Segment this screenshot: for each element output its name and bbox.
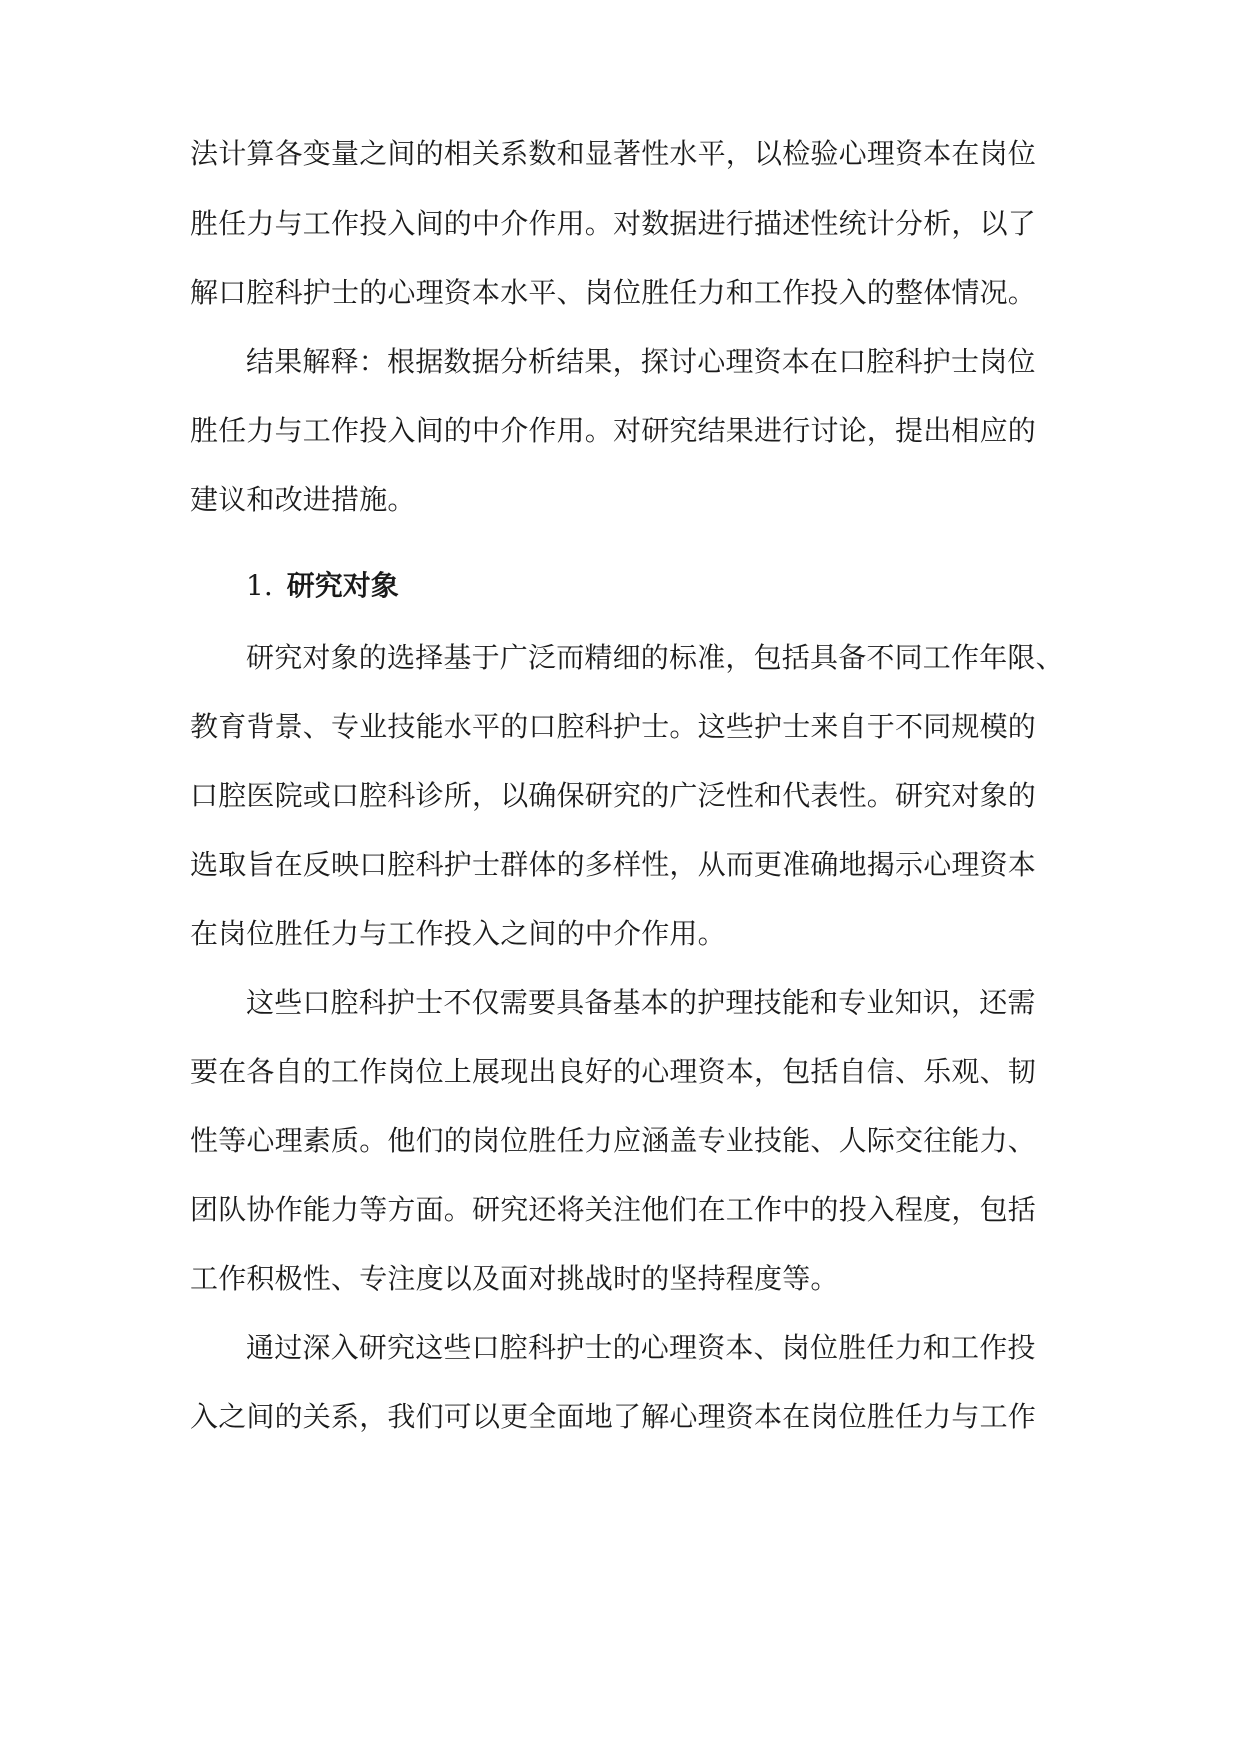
section-title: 研究对象 <box>286 569 399 602</box>
paragraph-line: 法计算各变量之间的相关系数和显著性水平，以检验心理资本在岗位 <box>190 137 1037 170</box>
paragraph-line: 要在各自的工作岗位上展现出良好的心理资本，包括自信、乐观、韧 <box>190 1055 1037 1088</box>
paragraph-line: 这些口腔科护士不仅需要具备基本的护理技能和专业知识，还需 <box>246 986 1036 1019</box>
paragraph-line: 入之间的关系，我们可以更全面地了解心理资本在岗位胜任力与工作 <box>190 1400 1037 1433</box>
paragraph-line: 通过深入研究这些口腔科护士的心理资本、岗位胜任力和工作投 <box>246 1331 1036 1364</box>
paragraph-line: 教育背景、专业技能水平的口腔科护士。这些护士来自于不同规模的 <box>190 710 1037 743</box>
paragraph-line: 建议和改进措施。 <box>190 483 416 516</box>
paragraph-line: 口腔医院或口腔科诊所，以确保研究的广泛性和代表性。研究对象的 <box>190 779 1037 812</box>
paragraph-line: 解口腔科护士的心理资本水平、岗位胜任力和工作投入的整体情况。 <box>190 276 1037 309</box>
section-number: 1. <box>246 569 273 602</box>
paragraph-line: 结果解释：根据数据分析结果，探讨心理资本在口腔科护士岗位 <box>246 345 1036 378</box>
section-heading <box>246 566 399 606</box>
paragraph-line: 团队协作能力等方面。研究还将关注他们在工作中的投入程度，包括 <box>190 1193 1037 1226</box>
paragraph-line: 胜任力与工作投入间的中介作用。对研究结果进行讨论，提出相应的 <box>190 414 1037 447</box>
paragraph-line: 性等心理素质。他们的岗位胜任力应涵盖专业技能、人际交往能力、 <box>190 1124 1037 1157</box>
paragraph-line: 在岗位胜任力与工作投入之间的中介作用。 <box>190 917 726 950</box>
paragraph-line: 研究对象的选择基于广泛而精细的标准，包括具备不同工作年限、 <box>246 641 1064 674</box>
paragraph-line: 工作积极性、专注度以及面对挑战时的坚持程度等。 <box>190 1262 839 1295</box>
paragraph-line: 胜任力与工作投入间的中介作用。对数据进行描述性统计分析，以了 <box>190 207 1037 240</box>
paragraph-line: 选取旨在反映口腔科护士群体的多样性，从而更准确地揭示心理资本 <box>190 848 1037 881</box>
